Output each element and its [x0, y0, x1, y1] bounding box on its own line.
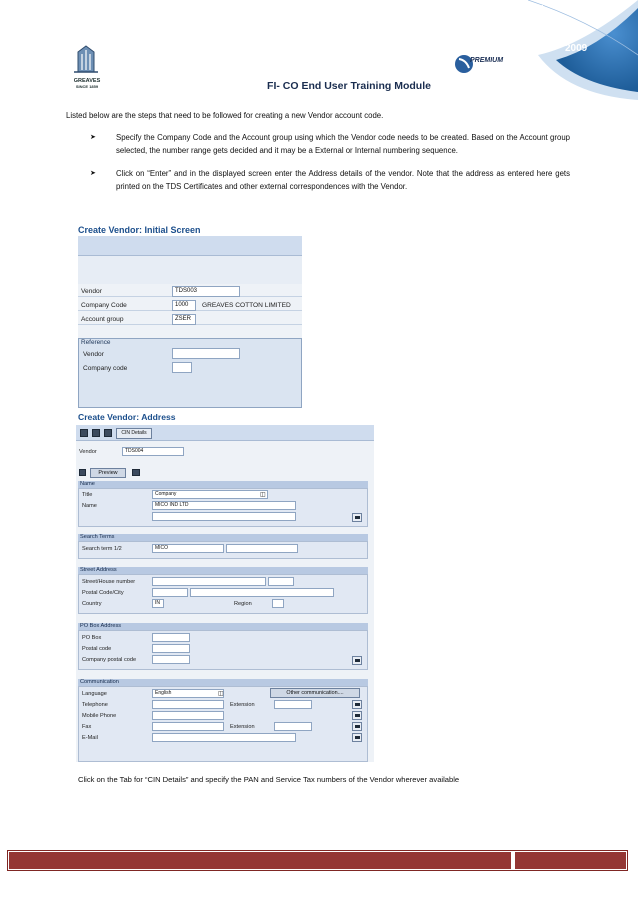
fax-extension-field[interactable] [274, 722, 312, 731]
company-postal-label: Company postal code [82, 657, 137, 663]
street-field[interactable] [152, 577, 266, 586]
company-code-label: Company Code [81, 302, 127, 309]
name-field-2[interactable] [152, 512, 296, 521]
ref-vendor-label: Vendor [83, 351, 104, 358]
postal-code-field[interactable] [152, 588, 188, 597]
cin-details-tab[interactable]: CIN Details [116, 428, 152, 439]
pobox-field[interactable] [152, 633, 190, 642]
region-field[interactable] [272, 599, 284, 608]
region-label: Region [234, 601, 252, 607]
premium-logo-icon [452, 50, 512, 78]
name-field-1[interactable]: MICO IND LTD [152, 501, 296, 510]
preview-check-icon[interactable] [79, 469, 86, 476]
vendor-label: Vendor [81, 288, 102, 295]
language-dropdown[interactable]: English [152, 689, 224, 698]
telephone-label: Telephone [82, 702, 108, 708]
account-group-field[interactable]: ZSER [172, 314, 196, 325]
title-dropdown[interactable]: Company [152, 490, 268, 499]
pobox-postal-label: Postal code [82, 646, 112, 652]
screen1-panel [78, 236, 302, 408]
year-label: 2009 [565, 43, 588, 54]
document-title: FI- CO End User Training Module [267, 80, 431, 92]
extension-label: Extension [230, 702, 255, 708]
postal-city-label: Postal Code/City [82, 590, 124, 596]
dropdown-icon[interactable]: ◫ [260, 492, 266, 498]
email-label: E-Mail [82, 735, 98, 741]
intro-text: Listed below are the steps that need to be followed for creating a new Vendor account code. [66, 111, 384, 120]
mobile-more-button[interactable] [352, 711, 362, 720]
ref-vendor-field[interactable] [172, 348, 240, 359]
house-number-field[interactable] [268, 577, 294, 586]
vendor-field[interactable]: TDS004 [122, 447, 184, 456]
vendor-field[interactable]: TDS003 [172, 286, 240, 297]
search-term-label: Search term 1/2 [82, 546, 122, 552]
copy-icon[interactable] [104, 429, 112, 437]
pobox-postal-field[interactable] [152, 644, 190, 653]
company-name-text: GREAVES COTTON LIMITED [202, 302, 291, 309]
premium-label: PREMIUM [470, 57, 504, 64]
search-group-heading: Search Terms [78, 534, 368, 541]
company-postal-field[interactable] [152, 655, 190, 664]
comm-group-heading: Communication [78, 679, 368, 686]
cin-note-text: Click on the Tab for “CIN Details” and specify the PAN and Service Tax numbers of the Vendor wherever available [78, 775, 460, 784]
title-label: Title [82, 492, 93, 498]
screen2-title: Create Vendor: Address [78, 412, 176, 422]
street-group-heading: Street Address [78, 567, 368, 574]
company-code-field[interactable]: 1000 [172, 300, 196, 311]
footer-left-band [9, 852, 511, 869]
bullet-list [90, 132, 570, 204]
preview-button[interactable] [90, 468, 126, 478]
fax-more-button[interactable] [352, 722, 362, 731]
screen2-toolbar [76, 425, 374, 441]
telephone-more-button[interactable] [352, 700, 362, 709]
fax-label: Fax [82, 724, 92, 730]
ref-company-code-field[interactable] [172, 362, 192, 373]
pobox-group-heading: PO Box Address [78, 623, 368, 630]
extension-field[interactable] [274, 700, 312, 709]
city-field[interactable] [190, 588, 334, 597]
other-communication-button[interactable] [270, 688, 360, 698]
search-term-1-field[interactable]: MICO [152, 544, 224, 553]
email-field[interactable] [152, 733, 296, 742]
bullet-item [90, 132, 570, 157]
search-term-2-field[interactable] [226, 544, 298, 553]
pobox-label: PO Box [82, 635, 102, 641]
more-fields-button[interactable] [352, 513, 362, 522]
arrow-bullet-icon: ➤ [90, 134, 96, 141]
ref-company-code-label: Company code [83, 365, 128, 372]
logo-name: GREAVES [73, 78, 101, 84]
street-label: Street/House number [82, 579, 136, 585]
other-communication-label: Other communication.... [286, 690, 344, 696]
country-field[interactable]: IN [152, 599, 164, 608]
footer-company: Greaves Cotton Limited [319, 4, 482, 14]
telephone-field[interactable] [152, 700, 224, 709]
footer-page-number: Page 24 [512, 3, 545, 13]
fax-field[interactable] [152, 722, 224, 731]
fax-extension-label: Extension [230, 724, 255, 730]
map-icon[interactable] [132, 469, 140, 476]
screen1-toolbar [78, 236, 302, 256]
page-footer [7, 850, 628, 871]
screen2-panel [76, 425, 374, 762]
bullet-text: Click on “Enter” and in the displayed screen enter the Address details of the vendor. Note that the address as entered here gets printed on the TDS Certificates and other external correspondences with the Vendor. [116, 169, 570, 191]
preview-label: Preview [98, 470, 118, 476]
screen1-title: Create Vendor: Initial Screen [78, 225, 201, 235]
bullet-text: Specify the Company Code and the Account group using which the Vendor code needs to be created. Based on the Account group selected, the number range gets decided and it may be a External or Internal numbering sequence. [116, 133, 570, 155]
email-more-button[interactable] [352, 733, 362, 742]
footer-right-band [515, 852, 626, 869]
pobox-group [78, 630, 368, 670]
mobile-field[interactable] [152, 711, 224, 720]
country-label: Country [82, 601, 102, 607]
mobile-label: Mobile Phone [82, 713, 117, 719]
name-group-heading: Name [78, 481, 368, 488]
more-fields-button[interactable] [352, 656, 362, 665]
vendor-label: Vendor [79, 449, 97, 455]
arrow-bullet-icon: ➤ [90, 170, 96, 177]
reference-heading: Reference [81, 339, 111, 346]
logo-since: SINCE 1859 [75, 84, 99, 89]
save-icon[interactable] [80, 429, 88, 437]
dropdown-icon[interactable]: ◫ [218, 691, 224, 697]
account-group-label: Account group [81, 316, 124, 323]
bullet-item [90, 168, 570, 193]
name-label: Name [82, 503, 97, 509]
screen1-subbar [78, 256, 302, 284]
language-label: Language [82, 691, 107, 697]
print-icon[interactable] [92, 429, 100, 437]
